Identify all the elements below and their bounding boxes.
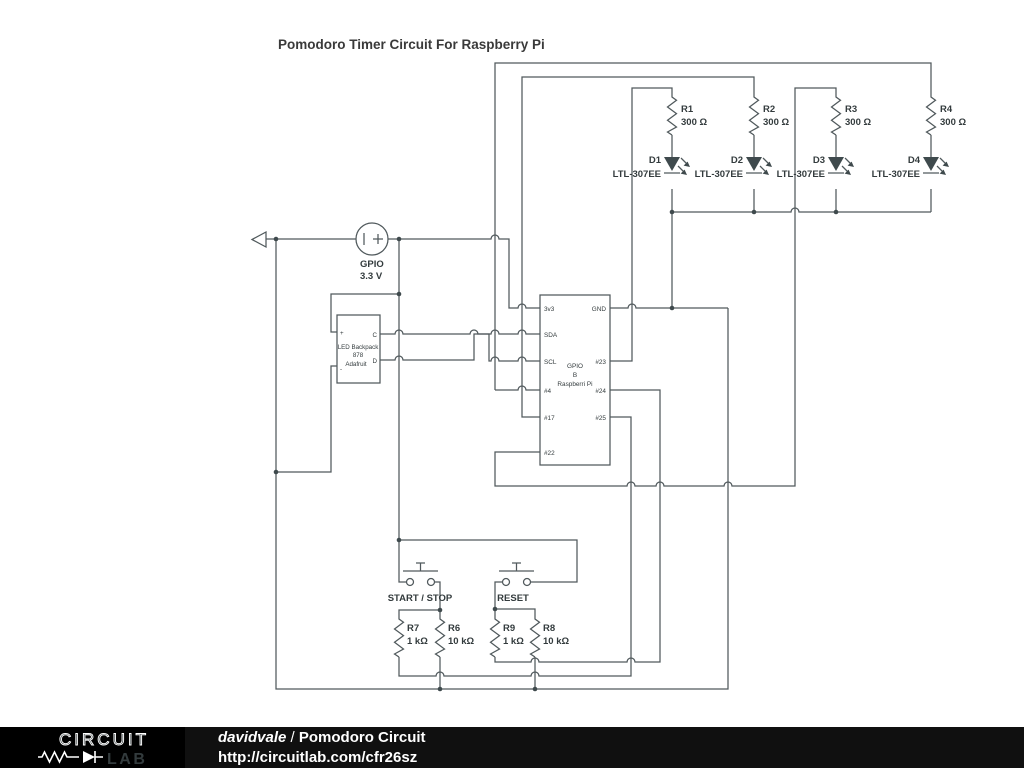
backpack-pin-c: C bbox=[372, 332, 377, 339]
wire-4-stub bbox=[495, 386, 540, 390]
logo-diode-triangle bbox=[83, 751, 95, 763]
r2-value: 300 Ω bbox=[763, 117, 790, 128]
junction-dots bbox=[274, 210, 839, 692]
source-name: GPIO bbox=[360, 259, 384, 270]
led-branch-3 bbox=[777, 95, 872, 212]
r8-value: 10 kΩ bbox=[543, 636, 570, 647]
rpi-center-1: GPIO bbox=[567, 363, 583, 370]
backpack-pin-plus: + bbox=[340, 330, 344, 337]
rpi-pin-25: #25 bbox=[595, 415, 606, 422]
r9-label: R9 bbox=[503, 623, 516, 634]
r8-label: R8 bbox=[543, 623, 556, 634]
wire-cathode-rail bbox=[672, 208, 931, 212]
rpi-pin-4: #4 bbox=[544, 388, 552, 395]
backpack-pin-minus: - bbox=[340, 366, 343, 373]
rpi-pin-22: #22 bbox=[544, 450, 555, 457]
backpack-line3: Adafruit bbox=[345, 361, 367, 368]
rpi-pin-17: #17 bbox=[544, 415, 555, 422]
rpi-pin-23: #23 bbox=[595, 359, 606, 366]
r6-label: R6 bbox=[448, 623, 461, 634]
schematic-title: Pomodoro Timer Circuit For Raspberry Pi bbox=[278, 37, 545, 52]
wire-gnd-pin bbox=[610, 304, 728, 308]
footer-separator: / bbox=[286, 729, 299, 746]
d4-part: LTL-307EE bbox=[871, 169, 920, 180]
r4-label: R4 bbox=[940, 104, 953, 115]
rpi-pin-sda: SDA bbox=[544, 332, 558, 339]
wire-source-to-3v3 bbox=[388, 235, 540, 308]
d3-label: D3 bbox=[812, 155, 825, 166]
voltage-source bbox=[356, 223, 388, 282]
led-backpack bbox=[337, 315, 380, 383]
led-branch-1 bbox=[613, 95, 708, 212]
pushbutton-start-stop bbox=[388, 563, 453, 604]
wire-r9-to-24 bbox=[495, 390, 660, 662]
rpi-pin-24: #24 bbox=[595, 388, 606, 395]
logo-lab-text: LAB bbox=[107, 751, 148, 768]
wire-3v3-to-start bbox=[399, 540, 406, 582]
r6-value: 10 kΩ bbox=[448, 636, 475, 647]
rpi-pin-3v3: 3v3 bbox=[544, 306, 555, 313]
r7-value: 1 kΩ bbox=[407, 636, 428, 647]
backpack-line2: 878 bbox=[352, 352, 364, 359]
r1-value: 300 Ω bbox=[681, 117, 708, 128]
d4-label: D4 bbox=[907, 155, 920, 166]
footer-circuit-name: Pomodoro Circuit bbox=[298, 729, 426, 746]
backpack-pin-d: D bbox=[372, 358, 377, 365]
r7-label: R7 bbox=[407, 623, 420, 634]
wire-c-to-scl bbox=[380, 330, 540, 361]
backpack-line1: LED Backpack bbox=[337, 344, 379, 351]
footer-author-line bbox=[218, 728, 426, 748]
wire-backpack-plus bbox=[331, 294, 399, 332]
wire-3v3-to-reset bbox=[399, 540, 577, 582]
wires bbox=[266, 63, 931, 689]
r1-label: R1 bbox=[681, 104, 694, 115]
wire-23-to-r1 bbox=[610, 88, 672, 361]
reset-label: RESET bbox=[497, 593, 529, 604]
rpi-chip bbox=[540, 295, 610, 465]
start-stop-label: START / STOP bbox=[387, 593, 453, 604]
led-branch-4 bbox=[872, 95, 967, 212]
d2-label: D2 bbox=[730, 155, 743, 166]
resistor-r6 bbox=[436, 617, 475, 657]
wire-4-to-r4 bbox=[495, 63, 931, 390]
source-value: 3.3 V bbox=[360, 271, 383, 282]
footer-author: davidvale bbox=[218, 729, 287, 746]
footer-url[interactable]: http://circuitlab.com/cfr26sz bbox=[218, 749, 418, 766]
r3-value: 300 Ω bbox=[845, 117, 872, 128]
rpi-pin-scl: SCL bbox=[544, 359, 557, 366]
d3-part: LTL-307EE bbox=[776, 169, 825, 180]
d1-part: LTL-307EE bbox=[612, 169, 661, 180]
wire-r7-top-link bbox=[399, 610, 440, 617]
d2-part: LTL-307EE bbox=[694, 169, 743, 180]
r3-label: R3 bbox=[845, 104, 858, 115]
wire-r8-top-link bbox=[495, 609, 535, 617]
resistor-r8 bbox=[531, 617, 570, 657]
d1-label: D1 bbox=[648, 155, 661, 166]
footer-bar bbox=[0, 727, 1024, 768]
r2-label: R2 bbox=[763, 104, 776, 115]
circuitlab-logo[interactable] bbox=[0, 727, 185, 768]
wire-22-to-r3 bbox=[495, 88, 836, 486]
wire-backpack-minus bbox=[276, 366, 337, 472]
pushbutton-reset bbox=[497, 563, 534, 604]
rpi-center-2: B bbox=[572, 372, 578, 379]
resistor-r9 bbox=[491, 617, 525, 657]
logo-circuit-text: CIRCUIT bbox=[59, 730, 149, 749]
rpi-pin-gnd: GND bbox=[591, 306, 606, 313]
rpi-center-3: Raspberri Pi bbox=[557, 381, 593, 388]
resistor-r7 bbox=[395, 617, 429, 657]
net-flag bbox=[252, 232, 266, 247]
r4-value: 300 Ω bbox=[940, 117, 967, 128]
wire-17-to-r2 bbox=[522, 77, 754, 417]
led-branch-2 bbox=[695, 95, 790, 212]
r9-value: 1 kΩ bbox=[503, 636, 524, 647]
